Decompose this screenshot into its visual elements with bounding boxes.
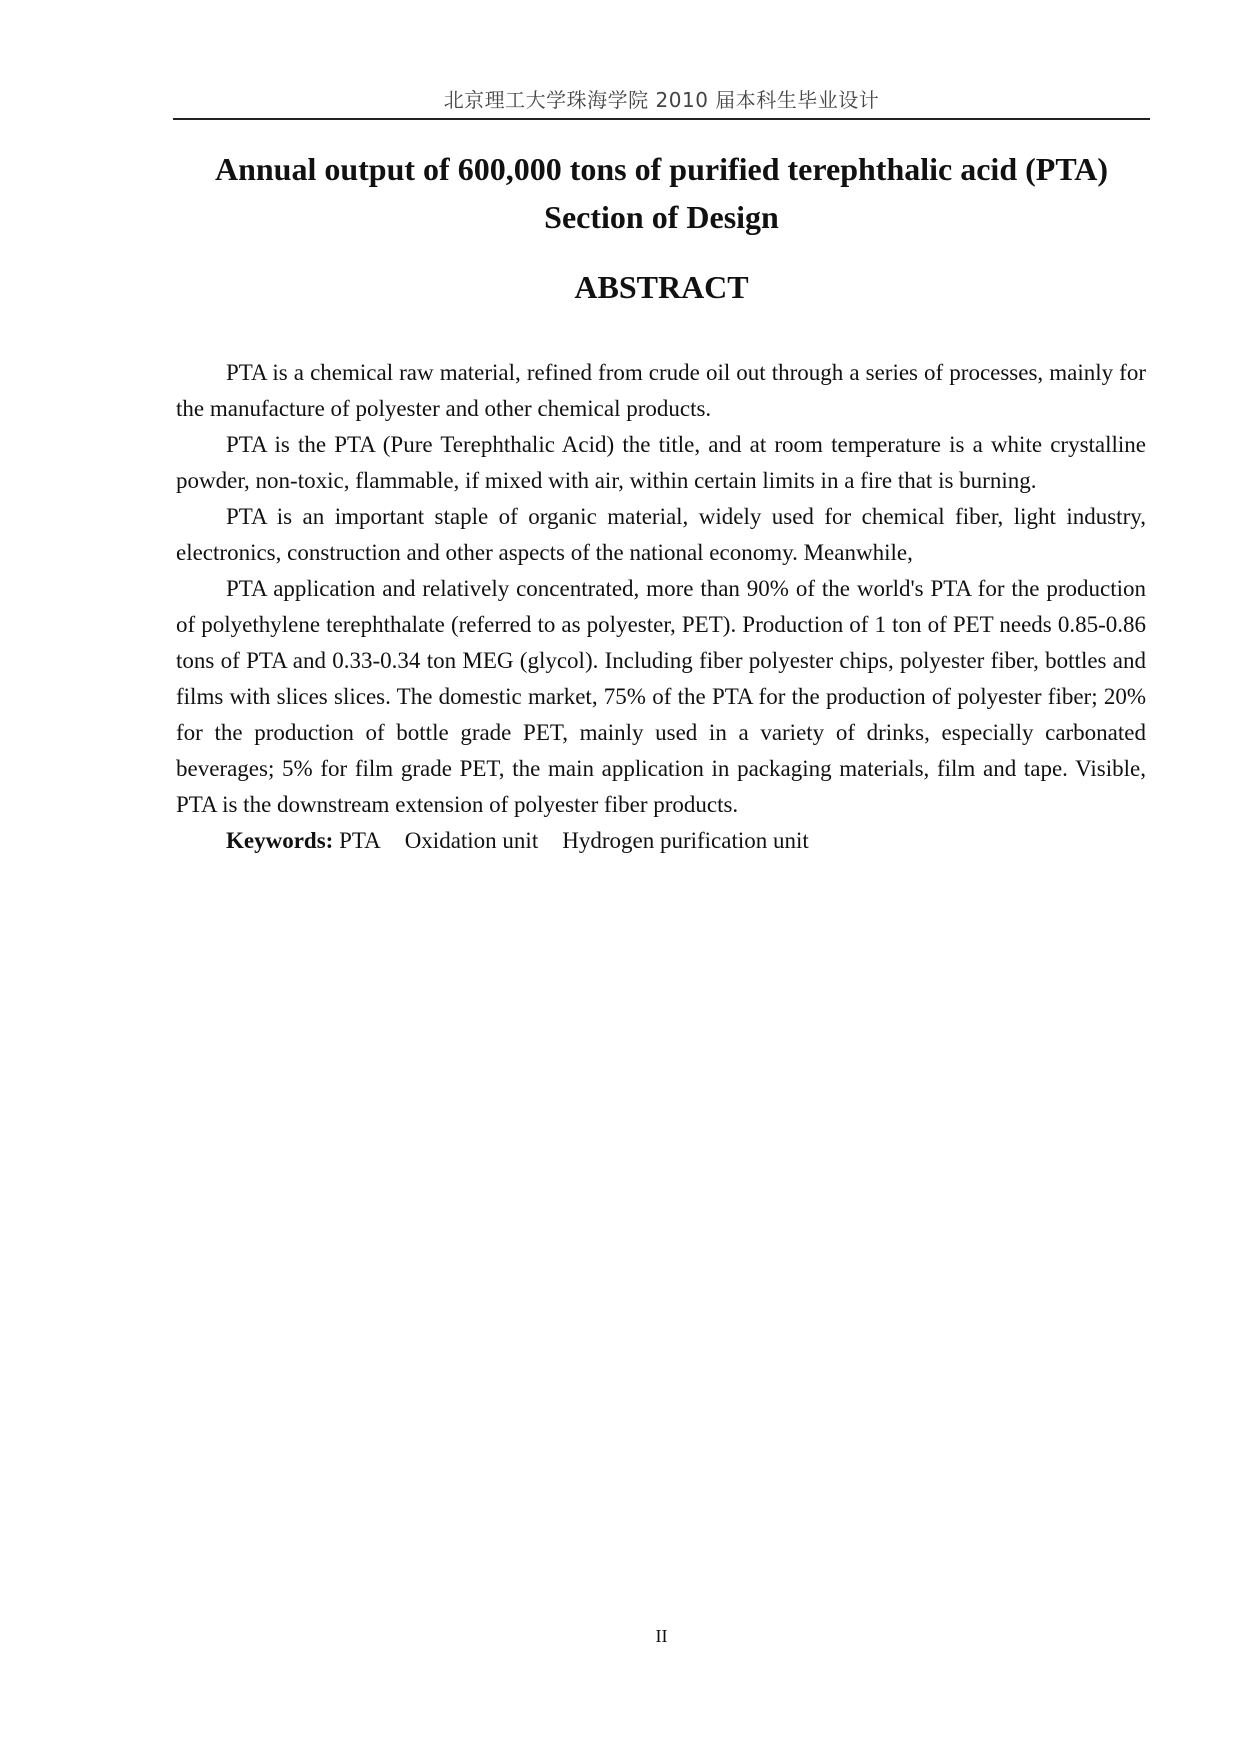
keywords-label: Keywords: — [226, 828, 340, 853]
abstract-heading: ABSTRACT — [574, 269, 749, 305]
abstract-paragraph: PTA is the PTA (Pure Terephthalic Acid) the title, and at room temperature is a white crystalline powder, non-toxic, flammable, if mixed with air, within certain limits in a fire that is burning. — [176, 432, 1146, 493]
abstract-paragraph: PTA application and relatively concentrated, more than 90% of the world's PTA for the production of polyethylene terephthalate (referred to as polyester, PET). Production of 1 ton of PET needs 0.85-0.86 tons of PTA and 0.33-0.34 ton MEG (glycol). Including fiber polyester chips, polyester fiber, bottles and films with slices slices. The domestic market, 75% of the PTA for the production of polyester fiber; 20% for the production of bottle grade PET, mainly used in a variety of drinks, especially carbonated beverages; 5% for film grade PET, the main application in packaging materials, film and tape. Visible, PTA is the downstream extension of polyester fiber products. — [176, 576, 1146, 817]
running-header: 北京理工大学珠海学院 2010 届本科生毕业设计 — [443, 88, 880, 112]
abstract-body — [176, 355, 1146, 859]
title-line-2: Section of Design — [544, 199, 779, 235]
abstract-paragraph: PTA is a chemical raw material, refined from crude oil out through a series of processes, mainly for the manufacture of polyester and other chemical products. — [176, 360, 1146, 421]
page-number: II — [655, 1626, 668, 1646]
keyword: Hydrogen purification unit — [562, 828, 809, 853]
keyword: PTA — [339, 828, 381, 853]
header-divider — [173, 118, 1150, 120]
document-title — [173, 145, 1150, 241]
title-line-1: Annual output of 600,000 tons of purified terephthalic acid (PTA) — [214, 151, 1109, 187]
keywords-line — [176, 823, 1146, 859]
abstract-paragraph: PTA is an important staple of organic material, widely used for chemical fiber, light industry, electronics, construction and other aspects of the national economy. Meanwhile, — [176, 504, 1146, 565]
keyword: Oxidation unit — [404, 828, 539, 853]
